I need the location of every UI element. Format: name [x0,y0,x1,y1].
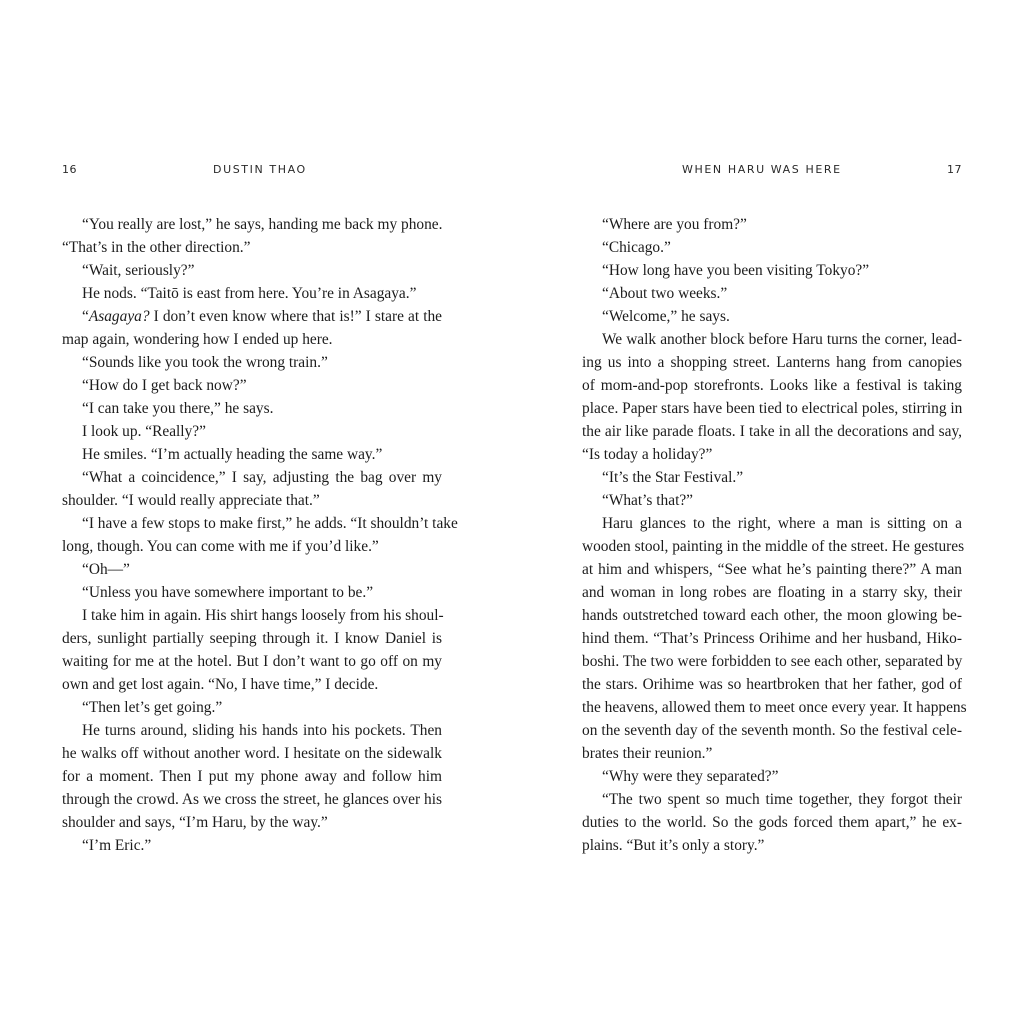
text-line: “That’s in the other direction.” [62,239,251,256]
text-line: “Chicago.” [602,239,671,256]
text-line: boshi. The two were forbidden to see each other, separated by [582,653,963,670]
text-line: hind them. “That’s Princess Orihime and her husband, Hiko- [582,630,962,647]
text-line: “Asagaya? I don’t even know where that is!” I stare at the [82,308,442,325]
text-line: shoulder. “I would really appreciate that.” [62,492,320,509]
text-line: He nods. “Taitō is east from here. You’re in Asagaya.” [82,285,417,302]
text-line: “I have a few stops to make first,” he adds. “It shouldn’t take [82,515,458,532]
text-line: at him and whispers, “See what he’s painting there?” A man [582,561,962,578]
text-line: own and get lost again. “No, I have time,” I decide. [62,676,379,693]
text-line: I take him in again. His shirt hangs loosely from his shoul- [82,607,444,624]
text-line: for a moment. Then I put my phone away and follow him [62,768,442,785]
text-line: of mom-and-pop storefronts. Looks like a festival is taking [582,377,962,394]
text-line: ing us into a shopping street. Lanterns hang from canopies [582,354,962,371]
text-line: We walk another block before Haru turns the corner, lead- [602,331,962,348]
text-line: ders, sunlight partially seeping through it. I know Daniel is [62,630,442,647]
text-line: place. Paper stars have been tied to electrical poles, stirring in [582,400,963,417]
text-line: through the crowd. As we cross the street, he glances over his [62,791,442,808]
text-line: he walks off without another word. I hesitate on the sidewalk [62,745,442,762]
page-number: 17 [947,163,962,176]
text-line: “It’s the Star Festival.” [602,469,744,486]
text-line: brates their reunion.” [582,745,713,762]
text-line: He smiles. “I’m actually heading the same way.” [82,446,383,463]
right-running-head [582,163,962,179]
text-line: I look up. “Really?” [82,423,206,440]
text-line: “What’s that?” [602,492,694,509]
author-name: DUSTIN THAO [213,163,307,176]
text-line: map again, wondering how I ended up here. [62,331,333,348]
text-line: “Sounds like you took the wrong train.” [82,354,328,371]
text-line: plains. “But it’s only a story.” [582,837,765,854]
text-line: He turns around, sliding his hands into his pockets. Then [82,722,442,739]
text-line: “How do I get back now?” [82,377,247,394]
book-title: WHEN HARU WAS HERE [682,163,842,176]
text-line: “About two weeks.” [602,285,728,302]
text-line: hands outstretched toward each other, the moon glowing be- [582,607,962,624]
text-line: waiting for me at the hotel. But I don’t want to go off on my [62,653,442,670]
text-line: long, though. You can come with me if you’d like.” [62,538,379,555]
text-line: shoulder and says, “I’m Haru, by the way.” [62,814,328,831]
text-line: “Why were they separated?” [602,768,779,785]
text-line: “The two spent so much time together, they forgot their [602,791,962,808]
text-line: “What a coincidence,” I say, adjusting the bag over my [82,469,442,486]
text-line: “How long have you been visiting Tokyo?” [602,262,870,279]
text-line: “Oh—” [82,561,130,578]
left-page-body [62,213,458,857]
right-page-body [582,213,967,857]
text-line: “Is today a holiday?” [582,446,713,463]
text-line: “I can take you there,” he says. [82,400,274,417]
page-number: 16 [62,163,77,176]
text-line: wooden stool, painting in the middle of the street. He gestures [582,538,965,555]
text-line: “I’m Eric.” [82,837,152,854]
text-line: “Welcome,” he says. [602,308,730,325]
text-line: the heavens, allowed them to meet once every year. It happens [582,699,967,716]
text-line: “You really are lost,” he says, handing me back my phone. [82,216,443,233]
text-line: on the seventh day of the seventh month. So the festival cele- [582,722,962,739]
text-line: and woman in long robes are floating in a starry sky, their [582,584,962,601]
text-line: “Then let’s get going.” [82,699,223,716]
text-line: Haru glances to the right, where a man is sitting on a [602,515,962,532]
left-running-head [62,163,442,179]
text-line: “Wait, seriously?” [82,262,195,279]
text-line: the stars. Orihime was so heartbroken that her father, god of [582,676,962,693]
text-line: duties to the world. So the gods forced them apart,” he ex- [582,814,962,831]
text-line: “Where are you from?” [602,216,747,233]
text-line: the air like parade floats. I take in all the decorations and say, [582,423,962,440]
text-line: “Unless you have somewhere important to be.” [82,584,374,601]
